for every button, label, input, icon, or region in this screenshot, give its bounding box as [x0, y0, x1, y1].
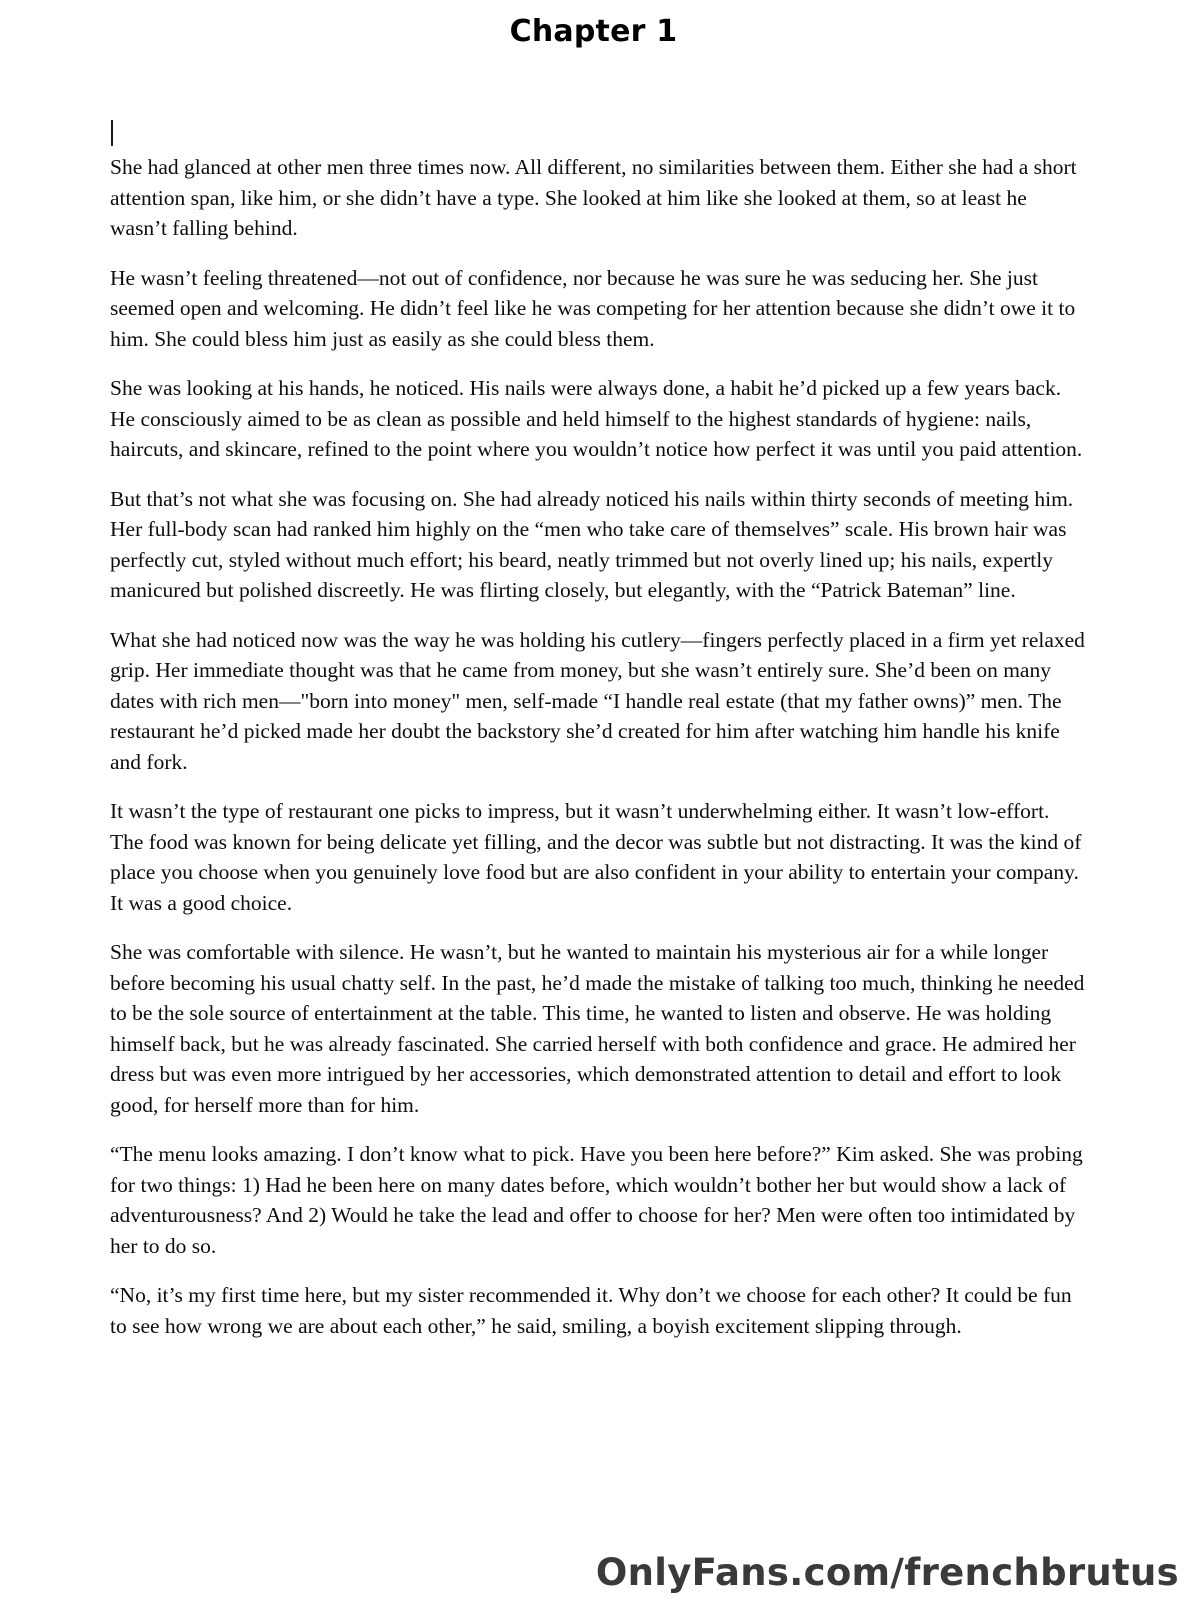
paragraph: What she had noticed now was the way he was holding his cutlery—fingers perfectly placed in a firm yet relaxed grip. Her immediate thought was that he came from money, but she wasn’t entirely sure. She’d been on many dates with rich men—"born into money" men, self-made “I handle real estate (that my father owns)” men. The restaurant he’d picked made her doubt the backstory she’d created for him after watching him handle his knife and fork. [110, 627, 1085, 774]
paragraph: It wasn’t the type of restaurant one picks to impress, but it wasn’t underwhelming either. It wasn’t low-effort. The food was known for being delicate yet filling, and the decor was subtle but not distracting. It was the kind of place you choose when you genuinely love food but are also confident in your ability to entertain your company. It was a good choice. [110, 799, 1082, 915]
paragraph: She was comfortable with silence. He wasn’t, but he wanted to maintain his mysterious air for a while longer before becoming his usual chatty self. In the past, he’d made the mistake of talking too much, thinking he needed to be the sole source of entertainment at the table. This time, he wanted to listen and observe. He was holding himself back, but he was already fascinated. She carried herself with both confidence and grace. He admired her dress but was even more intrigued by her accessories, which demonstrated attention to detail and effort to look good, for herself more than for him. [110, 940, 1085, 1117]
watermark: OnlyFans.com/frenchbrutus [595, 1551, 1179, 1594]
page-title: Chapter 1 [509, 14, 678, 49]
paragraph: But that’s not what she was focusing on. She had already noticed his nails within thirty seconds of meeting him. Her full-body scan had ranked him highly on the “men who take care of themselves” scale. His brown hair was perfectly cut, styled without much effort; his beard, neatly trimmed but not overly lined up; his nails, expertly manicured but polished discreetly. He was flirting closely, but elegantly, with the “Patrick Bateman” line. [110, 486, 1074, 602]
paragraph: “No, it’s my first time here, but my sister recommended it. Why don’t we choose for each other? It could be fun to see how wrong we are about each other,” he said, smiling, a boyish excitement slipping through. [110, 1283, 1072, 1338]
paragraph: “The menu looks amazing. I don’t know what to pick. Have you been here before?” Kim asked. She was probing for two things: 1) Had he been here on many dates before, which wouldn’t bother her but would show a lack of adventurousness? And 2) Would he take the lead and offer to choose for her? Men were often too intimidated by her to do so. [110, 1142, 1083, 1258]
document-body [110, 120, 1085, 1341]
paragraph: She had glanced at other men three times now. All different, no similarities between them. Either she had a short attention span, like him, or she didn’t have a type. She looked at him like she looked at them, so at least he wasn’t falling behind. [110, 155, 1077, 240]
text-cursor [111, 120, 113, 146]
paragraph: She was looking at his hands, he noticed. His nails were always done, a habit he’d picked up a few years back. He consciously aimed to be as clean as possible and held himself to the highest standards of hygiene: nails, haircuts, and skincare, refined to the point where you wouldn’t notice how perfect it was until you paid attention. [110, 376, 1083, 461]
paragraph: He wasn’t feeling threatened—not out of confidence, nor because he was sure he was seducing her. She just seemed open and welcoming. He didn’t feel like he was competing for her attention because she didn’t owe it to him. She could bless him just as easily as she could bless them. [110, 265, 1076, 351]
